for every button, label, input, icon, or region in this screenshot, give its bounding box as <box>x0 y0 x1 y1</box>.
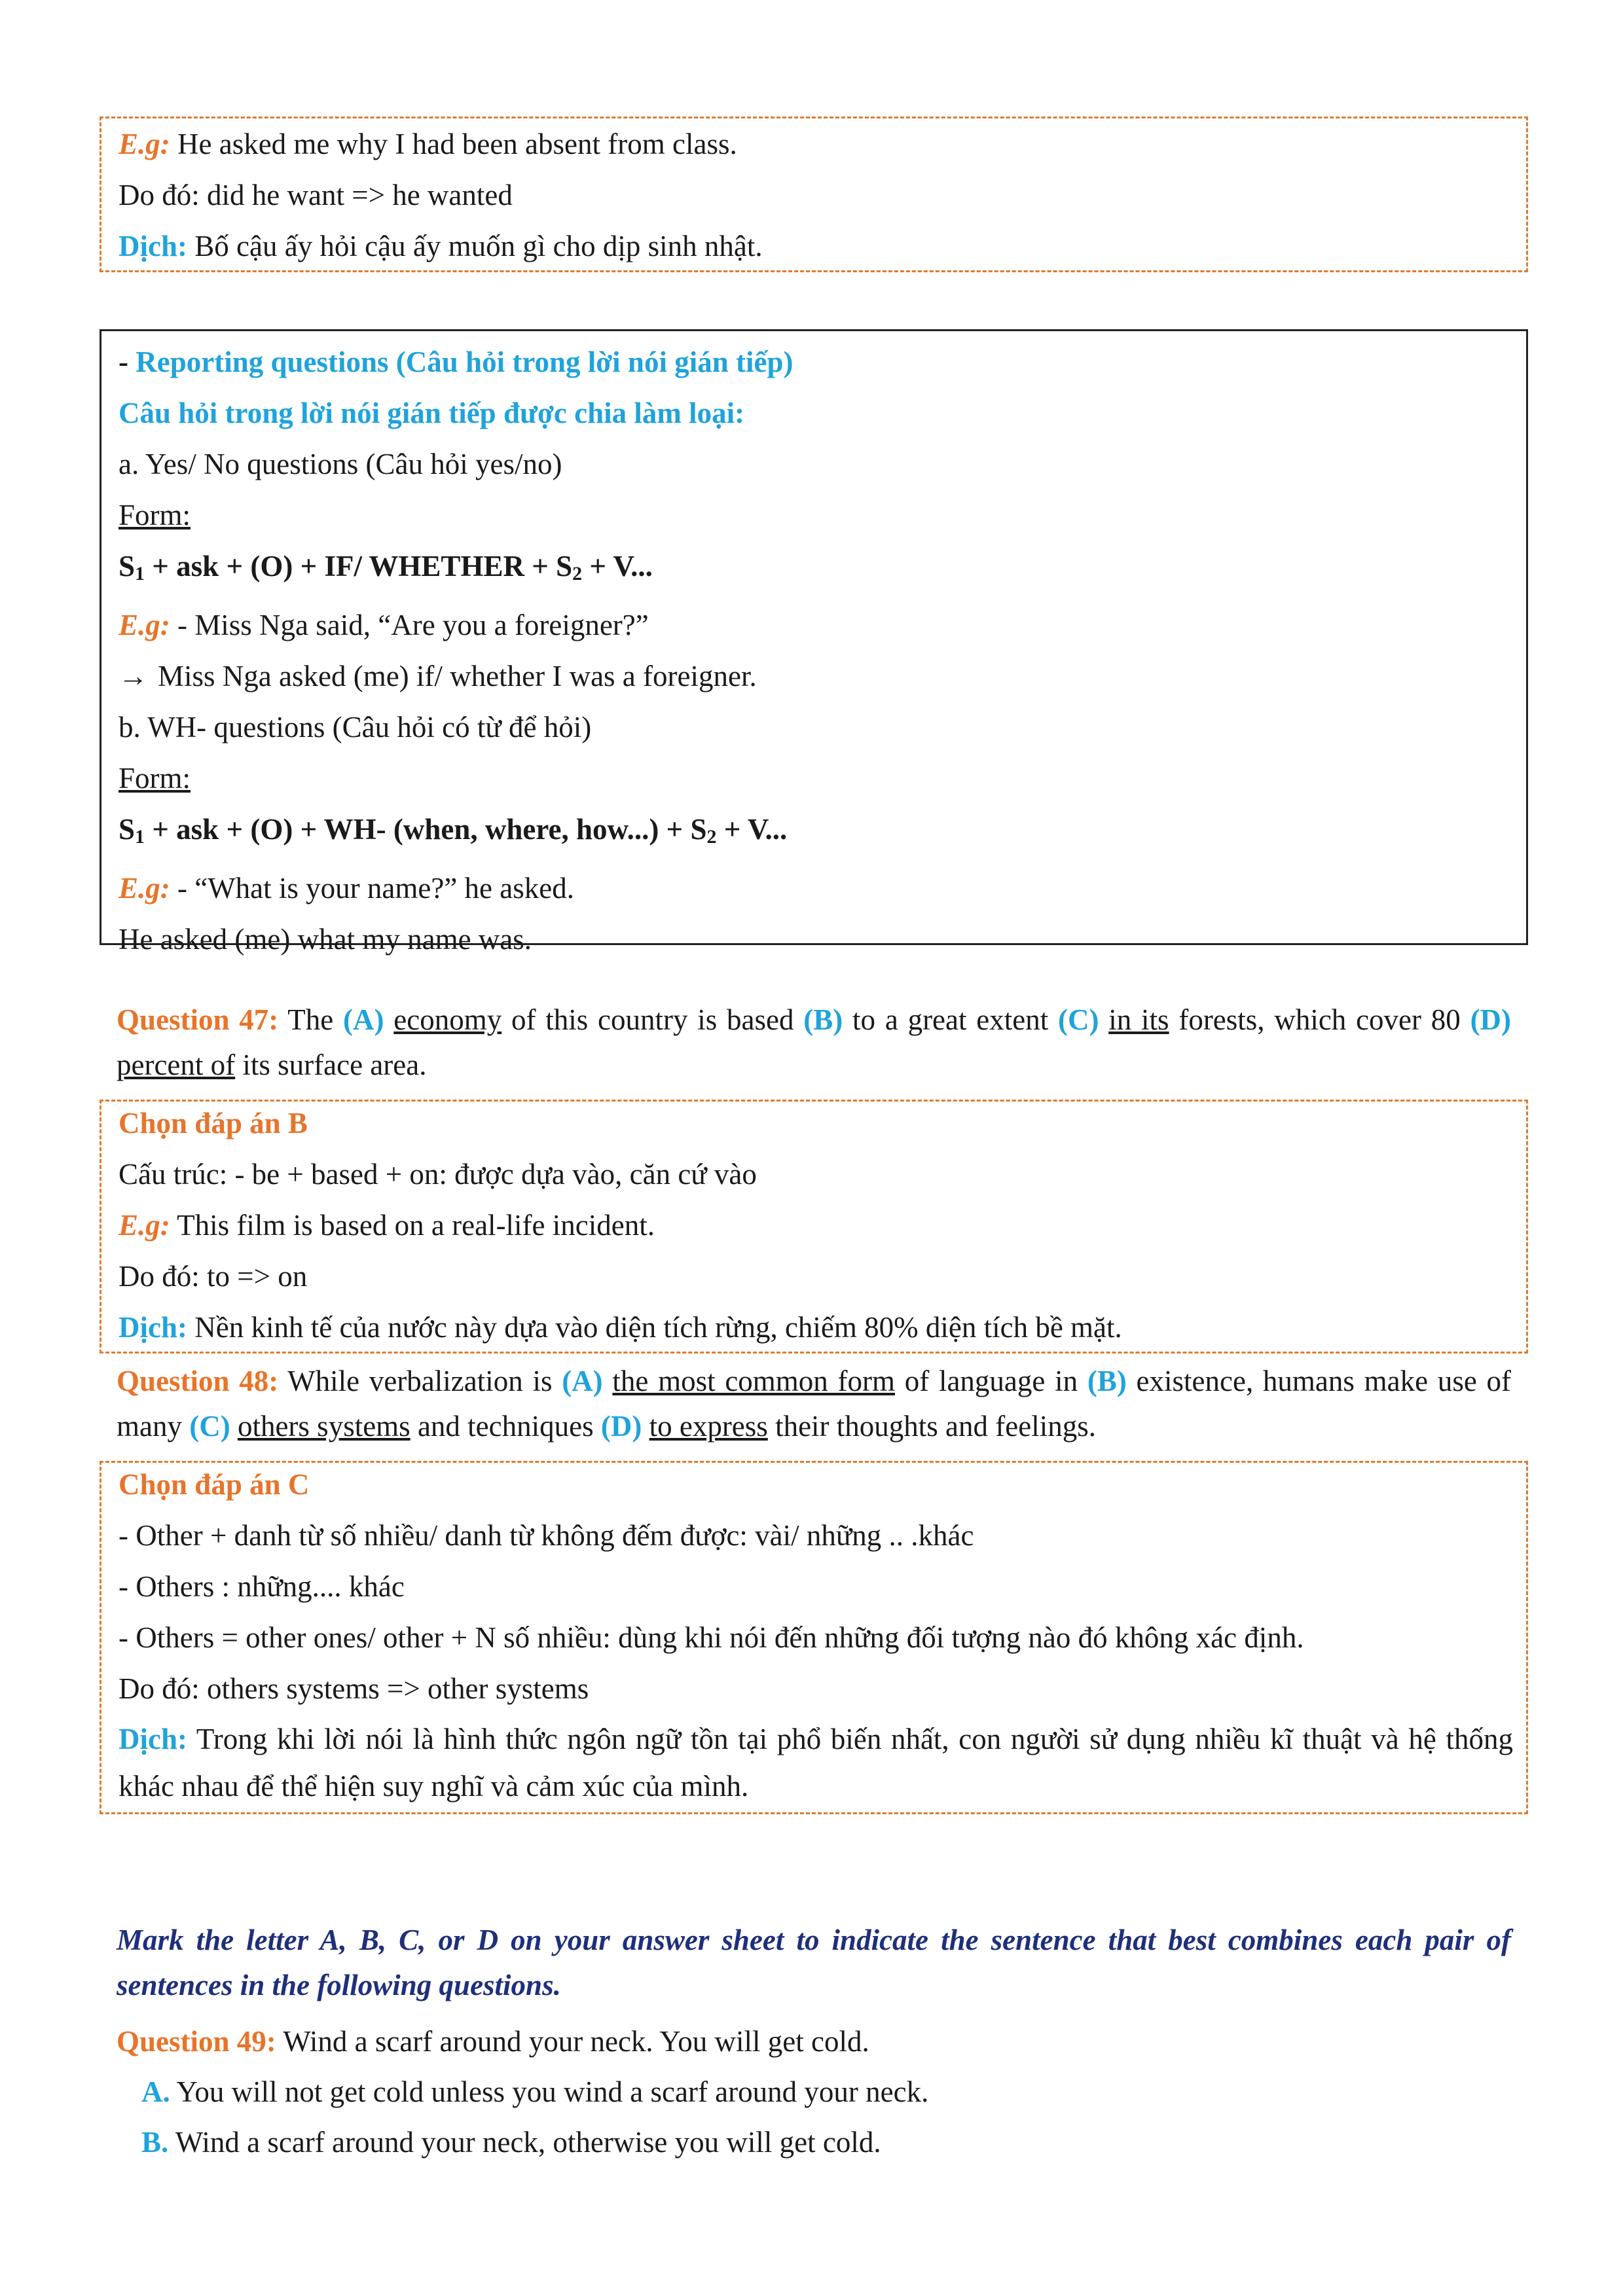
instruction-text: Mark the letter A, B, C, or D on your answer sheet to indicate the sentence that best combines each pair of sentences in the following questions. <box>117 1924 1511 2001</box>
explanation-box-top <box>100 117 1528 272</box>
arrow-right-icon: → <box>119 660 148 692</box>
structure-q47: Cấu trúc: - be + based + on: được dựa vào, căn cứ vào <box>119 1158 757 1191</box>
answer-box-q47 <box>100 1100 1528 1354</box>
example-wh-result: He asked (me) what my name was. <box>119 923 532 956</box>
translation-line: Dịch: Bố cậu ấy hỏi cậu ấy muốn gì cho dịp sinh nhật. <box>119 230 763 262</box>
formula-yes-no: $S_1$ + ask + (O) + IF/ WHETHER + $S_2 + V$... <box>119 550 653 584</box>
answer-box-q48 <box>100 1461 1528 1814</box>
formula-wh: $S_1$ + ask + (O) + WH- (when, where, $how...) + S_2 + V$... <box>119 813 788 848</box>
question-47: Question 47: The (A) economy of this country is based (B) to a great extent (C) in its forests, which cover 80 (D) percent of its surface area. <box>117 1003 1512 1081</box>
example-yes-no: E.g: - Miss Nga said, “Are you a foreigner?” <box>119 609 649 641</box>
example-yes-no-result: → Miss Nga asked (me) if/ whether I was a foreigner. <box>119 651 793 702</box>
do-do-q47: Do đó: to => on <box>119 1260 308 1293</box>
option-b-q49[interactable]: B. Wind a scarf around your neck, otherwise you will get cold. <box>141 2126 881 2159</box>
form-label-b: Form: <box>119 762 191 795</box>
eg-label: E.g: <box>119 128 170 160</box>
do-do-q48: Do đó: others systems => other systems <box>119 1672 589 1705</box>
example-line: E.g: He asked me why I had been absent from class. <box>119 128 737 160</box>
section-subheading: Câu hỏi trong lời nói gián tiếp được chia làm loại: <box>119 397 745 429</box>
example-wh: E.g: - “What is your name?” he asked. <box>119 872 574 905</box>
translation-q48: Dịch: Trong khi lời nói là hình thức ngôn ngữ tồn tại phổ biến nhất, con người sử dụng nhiều kĩ thuật và hệ thống khác nhau để thể hiện suy nghĩ và cảm xúc của mình. <box>119 1723 1513 1803</box>
answer-q47: Chọn đáp án B <box>119 1107 308 1139</box>
option-a-q49[interactable]: A. You will not get cold unless you wind a scarf around your neck. <box>141 2075 929 2108</box>
rule-3-q48: - Others = other ones/ other + N số nhiều: dùng khi nói đến những đối tượng nào đó không xác định. <box>119 1621 1304 1654</box>
question-48: Question 48: While verbalization is (A) the most common form of language in (B) existence, humans make use of many (C) others systems and techniques (D) to express their thoughts and feelings. <box>117 1365 1512 1443</box>
answer-q48: Chọn đáp án C <box>119 1468 310 1501</box>
wh-line: b. WH- questions (Câu hỏi có từ để hỏi) <box>119 711 592 744</box>
do-do-line: Do đó: did he want => he wanted <box>119 179 513 211</box>
rule-1-q48: - Other + danh từ số nhiều/ danh từ không đếm được: vài/ những .. .khác <box>119 1519 974 1552</box>
example-q47: E.g: This film is based on a real-life incident. <box>119 1209 655 1242</box>
translation-q47: Dịch: Nền kinh tế của nước này dựa vào diện tích rừng, chiếm 80% diện tích bề mặt. <box>119 1311 1122 1344</box>
section-heading: - Reporting questions (Câu hỏi trong lời nói gián tiếp) <box>119 346 793 378</box>
yes-no-line: a. Yes/ No questions (Câu hỏi yes/no) <box>119 448 562 480</box>
grammar-box-reporting-questions <box>100 329 1528 956</box>
form-label-a: Form: <box>119 499 191 531</box>
question-49: Question 49: Wind a scarf around your neck. You will get cold. <box>117 2025 869 2058</box>
rule-2-q48: - Others : những.... khác <box>119 1570 405 1603</box>
